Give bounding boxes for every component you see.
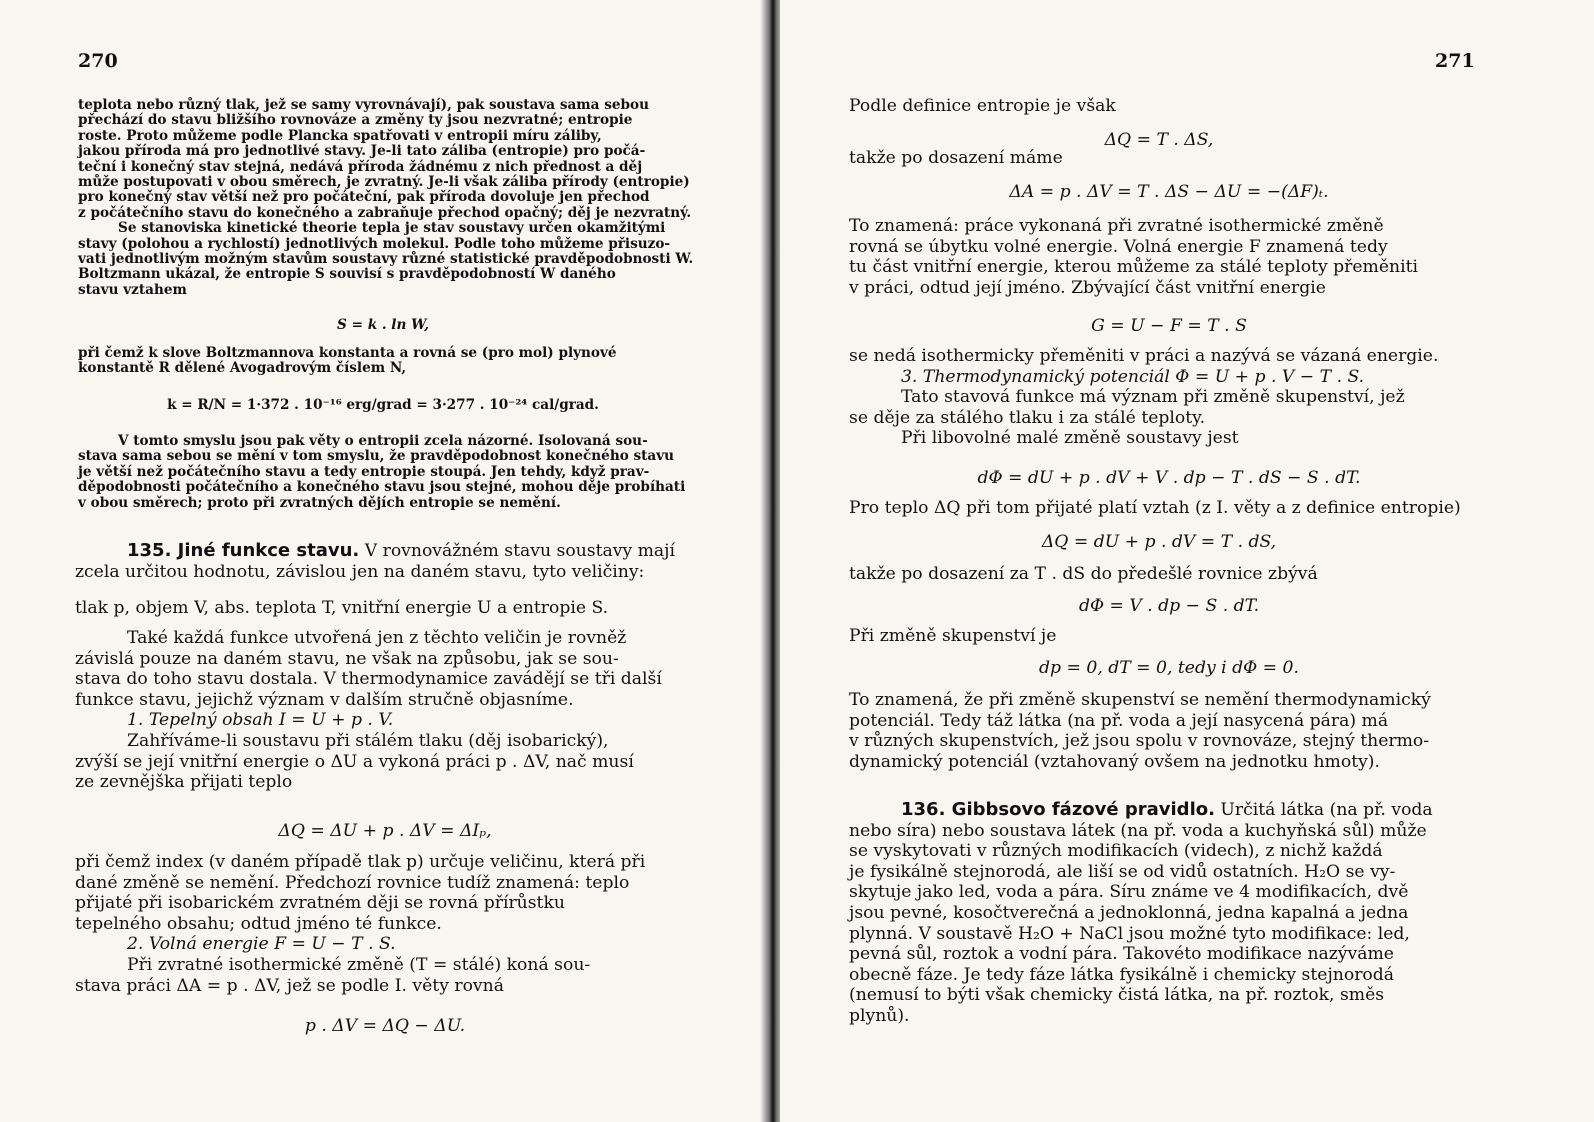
paragraph-phase-potential: To znamená, že při změně skupenství se nemění thermodynamický potenciál. Tedy táž látka (na př. voda a její nasycená pára) má v různých skupenstvích, jež jsou spolu v rovnováze, stejný thermo- dynamický potenciál (vztahovaný ovšem na jednotku hmoty). [849, 690, 1431, 772]
equation-dq: ΔQ = T . ΔS, [1104, 130, 1214, 150]
section-136-heading: 136. Gibbsovo fázové pravidlo. [901, 799, 1215, 820]
equation-bound-energy: G = U − F = T . S [1091, 316, 1247, 336]
equation-dphi: dΦ = dU + p . dV + V . dp − T . dS − S . dT. [977, 468, 1361, 488]
equation-work-free-energy: ΔA = p . ΔV = T . ΔS − ΔU = −(ΔF)ₜ. [1009, 182, 1329, 202]
left-page [0, 0, 766, 1122]
page-number: 271 [1435, 50, 1475, 72]
equation-dphi-reduced: dΦ = V . dp − S . dT. [1078, 596, 1260, 616]
paragraph-potential: se nedá isothermicky přeměniti v práci a nazývá se vázaná energie. 3. Thermodynamický potenciál Φ = U + p . V − T . S. Tato stavová funkce má význam při změně skupenství, jež se děje za stálého tlaku i za stálé teploty. Při libovolné malé změně soustavy jest [849, 346, 1439, 449]
page-number: 270 [78, 50, 118, 72]
paragraph-free-energy: To znamená: práce vykonaná při zvratné isothermické změně rovná se úbytku volné energie. Volná energie F znamená tedy tu část vnitřní energie, kterou můžeme za stálé teploty přeměniti v práci, odtud její jméno. Zbývající část vnitřní energie [849, 216, 1418, 298]
equation-phase-change: dp = 0, dT = 0, tedy i dΦ = 0. [1039, 658, 1299, 678]
paragraph-other-functions: Také každá funkce utvořená jen z těchto veličin je rovněž závislá pouze na daném stavu, ne však na způsobu, jak se sou- stava do toho stavu dostala. V thermodynamice zavádějí se tři další funkce stavu, jejichž význam v dalším stručně objasníme. 1. Tepelný obsah I = U + p . V. Zahříváme-li soustavu při stálém tlaku (děj isobarický), zvýší se její vnitřní energie o ΔU a vykoná práci p . ΔV, nač musí ze zevnějška přijati teplo [75, 628, 662, 793]
equation-boltzmann: S = k . ln W, [337, 317, 429, 333]
state-variables-line: tlak p, objem V, abs. teplota T, vnitřní energie U a entropie S. [75, 598, 609, 618]
item-heat-content: 1. Tepelný obsah I = U + p . V. [127, 710, 394, 731]
paragraph-isobaric: při čemž index (v daném případě tlak p) určuje veličinu, která při dané změně se nemění. Předchozí rovnice tudíž znamená: teplo přijaté při isobarickém zvratném ději se rovná přírůstku tepelného obsahu; odtud jméno té funkce. 2. Volná energie F = U − T . S. Při zvratné isothermické změně (T = stálé) koná sou- stava práci ΔA = p . ΔV, jež se podle I. věty rovná [75, 852, 646, 996]
equation-enthalpy: ΔQ = ΔU + p . ΔV = ΔIₚ, [278, 821, 492, 841]
right-page: 271 Podle definice entropie je však ΔQ = T . ΔS, takže po dosazení máme ΔA = p . ΔV = T . ΔS − ΔU = −(ΔF)ₜ. To znamená: práce vykonaná při zvratné isothermické změně rovná se úbytku volné energie. Volná energie F znamená tedy tu část vnitřní energie, kterou můžeme za stálé teploty přeměniti v práci, odtud její jméno. Zbývající část vnitřní energie G = U − F = T . S se nedá isothermicky přeměniti v práci a nazývá se vázaná energie. 3. Thermodynamický potenciál Φ = U + p . V − T . S. Tato stavová funkce má význam při změně skupenství, jež se děje za stálého tlaku i za stálé teploty. Při libovolné malé změně soustavy jest dΦ = dU + p . dV + V . dp − T . dS − S . dT. Pro teplo ΔQ při tom přijaté platí vztah (z I. věty a z definice entropie) ΔQ = dU + p . dV = T . dS, takže po dosazení za T . dS do předešlé rovnice zbývá dΦ = V . dp − S . dT. Při změně skupenství je dp = 0, dT = 0, tedy i dΦ = 0. To znamená, že při změně skupenství se nemění thermodynamický potenciál. Tedy táž látka (na př. voda a její nasycená pára) má v různých skupenstvích, jež jsou spolu v rovnováze, stejný thermo- dynamický potenciál (vztahovaný ovšem na jednotku hmoty). 136. Gibbsovo fázové pravidlo. Určitá látka (na př. voda nebo síra) nebo soustava látek (na př. voda a kuchyňská sůl) může se vyskytovati v různých modifikacích (videch), z nichž každá je fysikálně stejnorodá, ale liší se od vidů ostatních. H₂O se vy- skytuje jako led, voda a pára. Síru známe ve 4 modifikacích, dvě jsou pevné, kosočtverečná a jednoklonná, jedna kapalná a jedna plynná. V soustavě H₂O + NaCl jsou možné tyto modifikace: led, pevná sůl, roztok a vodní pára. Takovéto modifikace nazýváme obecně fáze. Je tedy fáze látka fysikálně i chemicky stejnorodá (nemusí to býti však chemicky čistá látka, na př. roztok, směs plynů). [780, 0, 1594, 1122]
item-thermodynamic-potential: 3. Thermodynamický potenciál Φ = U + p . V − T . S. [901, 366, 1365, 387]
item-free-energy: 2. Volná energie F = U − T . S. [127, 934, 396, 955]
paragraph-entropy-preference: teplota nebo různý tlak, jež se samy vyrovnávají), pak soustava sama sebou přechází do stavu bližšího rovnováze a změny ty jsou nezvratné; entropie roste. Proto můžeme podle Plancka spatřovati v entropii míru záliby, jakou příroda má pro jednotlivé stavy. Je-li tato záliba (entropie) pro počá- teční i konečný stav stejná, nedává příroda žádnému z nich přednost a děj může postupovati v obou směrech, je zvratný. Je-li však záliba přírody (entropie) pro konečný stav větší než pro počáteční, pak příroda dovoluje jen přechod z počátečního stavu do konečného a zabraňuje přechod opačný; děj je nezvratný. Se stanoviska kinetické theorie tepla je stav soustavy určen okamžitými stavy (polohou a rychlostí) jednotlivých molekul. Podle toho můžeme přisuzo- vati jednotlivým možným stavům soustavy různé statistické pravděpodobnosti W. Boltzmann ukázal, že entropie S souvisí s pravděpodobností W daného stavu vztahem [78, 97, 694, 298]
equation-dq-dS: ΔQ = dU + p . dV = T . dS, [1041, 532, 1277, 552]
equation-work: p . ΔV = ΔQ − ΔU. [304, 1016, 466, 1036]
paragraph-boltzmann-constant: při čemž k slove Boltzmannova konstanta a rovná se (pro mol) plynové konstantě R dělené Avogadrovým číslem N, [78, 345, 617, 377]
section-136: 136. Gibbsovo fázové pravidlo. Určitá látka (na př. voda nebo síra) nebo soustava látek (na př. voda a kuchyňská sůl) může se vyskytovati v různých modifikacích (videch), z nichž každá je fysikálně stejnorodá, ale liší se od vidů ostatních. H₂O se vy- skytuje jako led, voda a pára. Síru známe ve 4 modifikacích, dvě jsou pevné, kosočtverečná a jednoklonná, jedna kapalná a jedna plynná. V soustavě H₂O + NaCl jsou možné tyto modifikace: led, pevná sůl, roztok a vodní pára. Takovéto modifikace nazýváme obecně fáze. Je tedy fáze látka fysikálně i chemicky stejnorodá (nemusí to býti však chemicky čistá látka, na př. roztok, směs plynů). [849, 799, 1433, 1026]
equation-k-value: k = R/N = 1·372 . 10⁻¹⁶ erg/grad = 3·277 . 10⁻²⁴ cal/grad. [167, 397, 599, 413]
paragraph-entropy-intuition: V tomto smyslu jsou pak věty o entropii zcela názorné. Isolovaná sou- stava sama sebou se mění v tom smyslu, že pravděpodobnost konečného stavu je větší než počátečního stavu a tedy entropie stoupá. Jen tehdy, když prav- děpodobnosti počátečního a konečného stavu jsou stejné, mohou děje probíhati v obou směrech; proto při zvratných dějích entropie se nemění. [78, 433, 686, 511]
section-135: 135. Jiné funkce stavu. V rovnovážném stavu soustavy mají zcela určitou hodnotu, závislou jen na daném stavu, tyto veličiny: [75, 540, 675, 582]
section-135-heading: 135. Jiné funkce stavu. [127, 540, 360, 561]
